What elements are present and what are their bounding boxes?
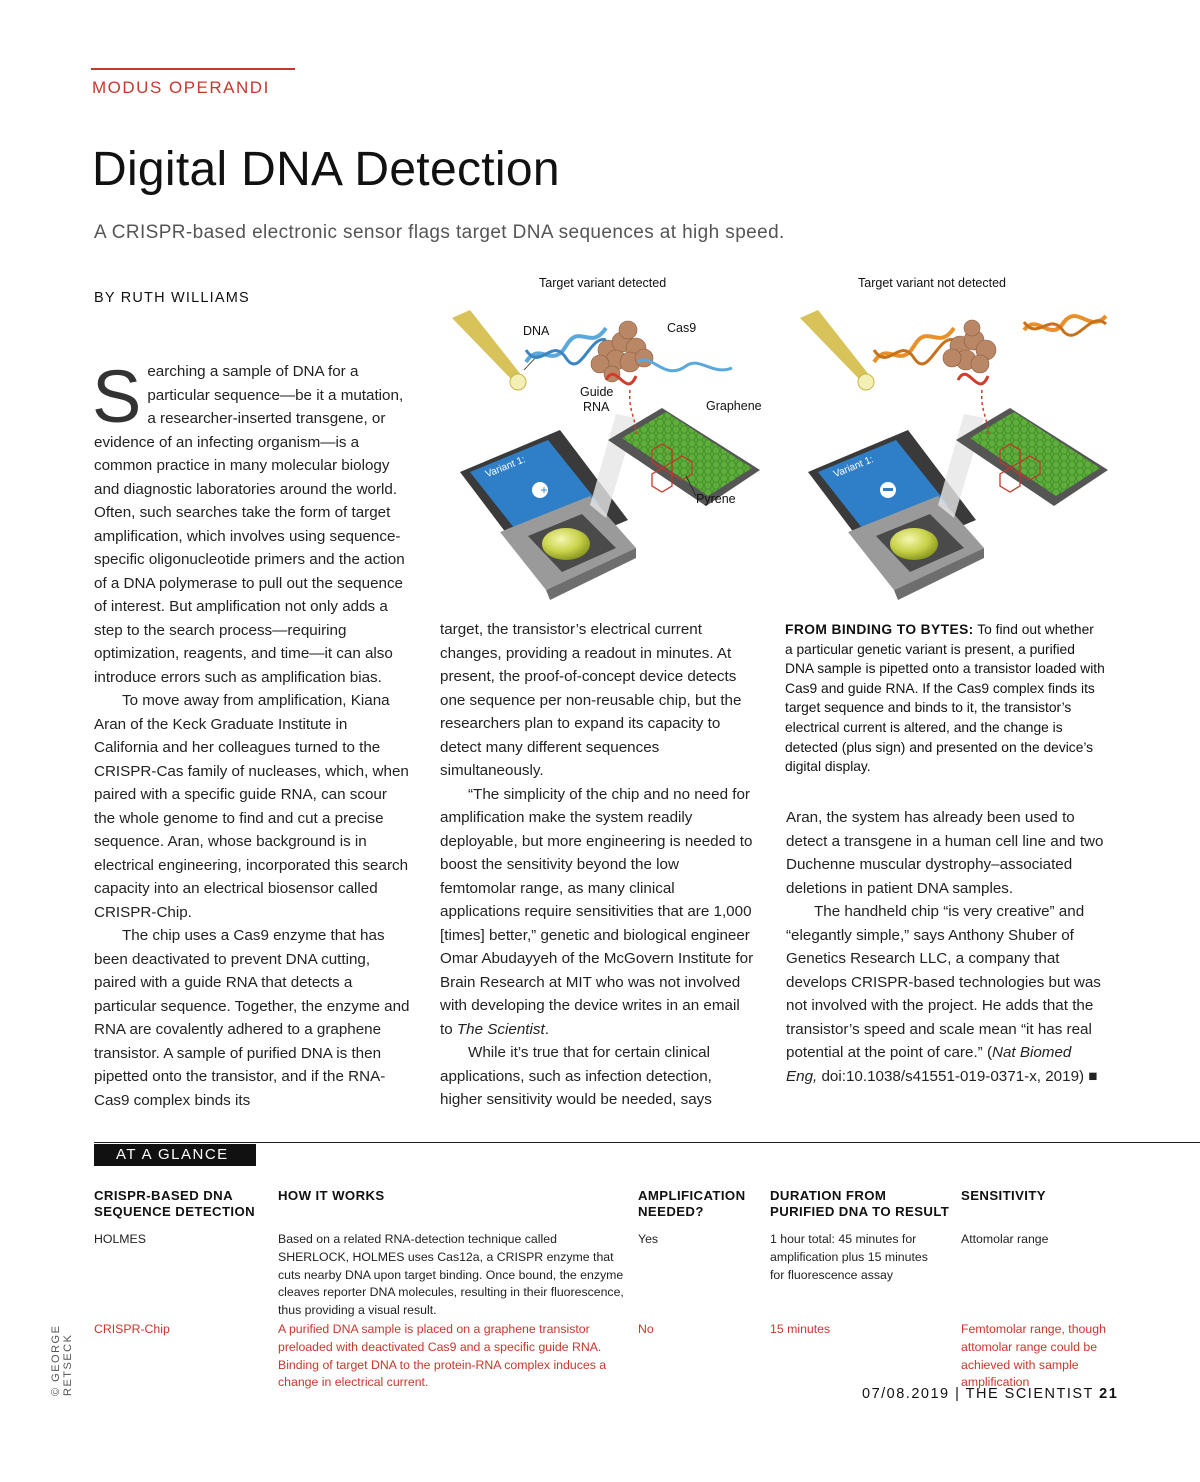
paragraph: While it’s true that for certain clinical applications, such as infection detection, higher sensitivity would be needed, says (440, 1044, 712, 1108)
paragraph-text: The handheld chip “is very creative” and “elegantly simple,” says Anthony Shuber of Genetics Research LLC, a company that develops CRISPR-based technologies but was not involved with the project. He adds that the transistor’s speed and scale mean “it has real potential at the point of care.” ( (786, 903, 1101, 1061)
article-subtitle: A CRISPR-based electronic sensor flags target DNA sequences at high speed. (94, 222, 785, 243)
table-cell: Attomolar range (961, 1232, 1049, 1246)
paragraph (92, 355, 412, 689)
table-header: SENSITIVITY (961, 1188, 1047, 1203)
screen-right-text: Variant 1: (832, 454, 876, 481)
screen-left-text: Variant 1: (484, 454, 528, 481)
glance-rule (94, 1142, 1200, 1143)
body-column-1 (92, 355, 412, 1112)
paragraph: target, the transistor’s electrical current changes, providing a readout in minutes. At present, the proof-of-concept device detects one sequence per non-reusable chip, but the researchers plan to expand its capacity to detect many different sequences simultaneously. (440, 621, 742, 779)
panel-left-drawing (452, 310, 760, 600)
table-cell: Yes (638, 1232, 659, 1246)
table-cell: 1 hour total: 45 minutes for amplification plus 15 minutes for fluorescence assay (770, 1232, 928, 1282)
paragraph (440, 783, 756, 1042)
paragraph-text: doi:10.1038/s41551-019-0371-x, 2019) ■ (817, 1067, 1098, 1085)
paragraph: To move away from amplification, Kiana Aran of the Keck Graduate Institute in California and her colleagues turned to the CRISPR-Cas family of nucleases, which, when paired with a specific guide RNA, can scour the whole genome to find and cut a precise sequence. Aran, whose background is in electrical engineering, incorporated this search capacity into an electrical biosensor called CRISPR-Chip. (94, 692, 409, 921)
table-cell: A purified DNA sample is placed on a graphene transistor preloaded with deactivated Cas9 and a specific guide RNA. Binding of target DNA to the protein-RNA complex induces a change in electrical current. (278, 1322, 607, 1390)
byline: BY RUTH WILLIAMS (94, 290, 250, 306)
journal-name: Nat Biomed Eng, (786, 1044, 1072, 1085)
table-cell: No (638, 1322, 654, 1336)
drop-cap: S (92, 355, 142, 438)
figure-caption (785, 620, 1105, 777)
crispr-chip-illustration (440, 300, 1110, 618)
section-rule (91, 68, 295, 70)
label-guide-rna-1: Guide (580, 385, 614, 399)
panel-left-title: Target variant detected (539, 276, 667, 290)
paragraph: The chip uses a Cas9 enzyme that has been deactivated to prevent DNA cutting, paired with a guide RNA that detects a particular sequence. Together, the enzyme and RNA are covalently adhered to a graphene transistor. A sample of purified DNA is then pipetted onto the transistor, and if the RNA-Cas9 complex binds its (94, 927, 410, 1109)
label-guide-rna-2: RNA (583, 400, 610, 414)
table-cell: CRISPR-Chip (94, 1322, 170, 1336)
section-label: MODUS OPERANDI (92, 78, 270, 97)
table-cell: Femtomolar range, though attomolar range could be achieved with sample amplification (961, 1322, 1106, 1390)
paragraph-text: earching a sample of DNA for a particular sequence—be it a mutation, a researcher-inserted transgene, or evidence of an infecting organism—is a common practice in many molecular biology and diagnostic laboratories around the world. Often, such searches take the form of target amplification, which involves using sequence-specific oligonucleotide primers and the action of a DNA polymerase to pull out the sequence of interest. But amplification not only adds a step to the search process—requiring optimization, reagents, and time—it can also introduce errors such as amplification bias. (94, 363, 405, 686)
paragraph (786, 900, 1104, 1088)
publication-name: The Scientist (456, 1020, 545, 1038)
body-column-3 (786, 806, 1104, 1088)
page-footer (862, 1386, 1118, 1402)
table-header: HOW IT WORKS (278, 1188, 385, 1203)
panel-right-title: Target variant not detected (858, 276, 1007, 290)
label-graphene: Graphene (706, 399, 762, 413)
body-column-2 (440, 618, 756, 1112)
label-dna: DNA (523, 324, 550, 338)
table-cell: HOLMES (94, 1232, 146, 1246)
table-header: AMPLIFICATION NEEDED? (638, 1188, 746, 1219)
table-cell: 15 minutes (770, 1322, 831, 1336)
paragraph: Aran, the system has already been used to detect a transgene in a human cell line and two Duchenne muscular dystrophy–associated deletions in patient DNA samples. (786, 809, 1104, 897)
caption-text: To find out whether a particular genetic variant is present, a purified DNA sample is pipetted onto a transistor loaded with Cas9 and guide RNA. If the Cas9 complex finds its target sequence and binds to it, the transistor’s electrical current is altered, and the change is detected (plus sign) and presented on the device’s digital display. (785, 622, 1105, 775)
paragraph-text: . (544, 1020, 549, 1038)
at-a-glance-label: AT A GLANCE (94, 1144, 256, 1166)
issue-label: 07/08.2019 | THE SCIENTIST (862, 1386, 1094, 1402)
table-header: DURATION FROM PURIFIED DNA TO RESULT (770, 1188, 950, 1219)
panel-right-drawing (800, 310, 1108, 600)
page-number: 21 (1099, 1386, 1119, 1402)
article-title: Digital DNA Detection (92, 143, 560, 196)
table-cell: Based on a related RNA-detection technique called SHERLOCK, HOLMES uses Cas12a, a CRISPR enzyme that cuts nearby DNA upon target binding. Once bound, the enzyme cleaves reporter DNA molecules, resulting in their fluorescence, thus providing a visual result. (278, 1232, 624, 1318)
svg-text:+: + (540, 483, 548, 497)
label-cas9: Cas9 (667, 321, 697, 335)
image-credit: © GEORGE RETSECK (50, 1324, 74, 1396)
label-pyrene: Pyrene (696, 492, 736, 506)
caption-lead: FROM BINDING TO BYTES: (785, 622, 974, 637)
table-header: CRISPR-BASED DNA SEQUENCE DETECTION (94, 1188, 256, 1219)
paragraph-text: “The simplicity of the chip and no need for amplification make the system readily deployable, but more engineering is needed to boost the sensitivity beyond the low femtomolar range, as many clinical applications require sensitivities that are 1,000 [times] better,” genetic and biological engineer Omar Abudayyeh of the McGovern Institute for Brain Research at MIT who was not involved with developing the device writes in an email to (440, 785, 754, 1038)
